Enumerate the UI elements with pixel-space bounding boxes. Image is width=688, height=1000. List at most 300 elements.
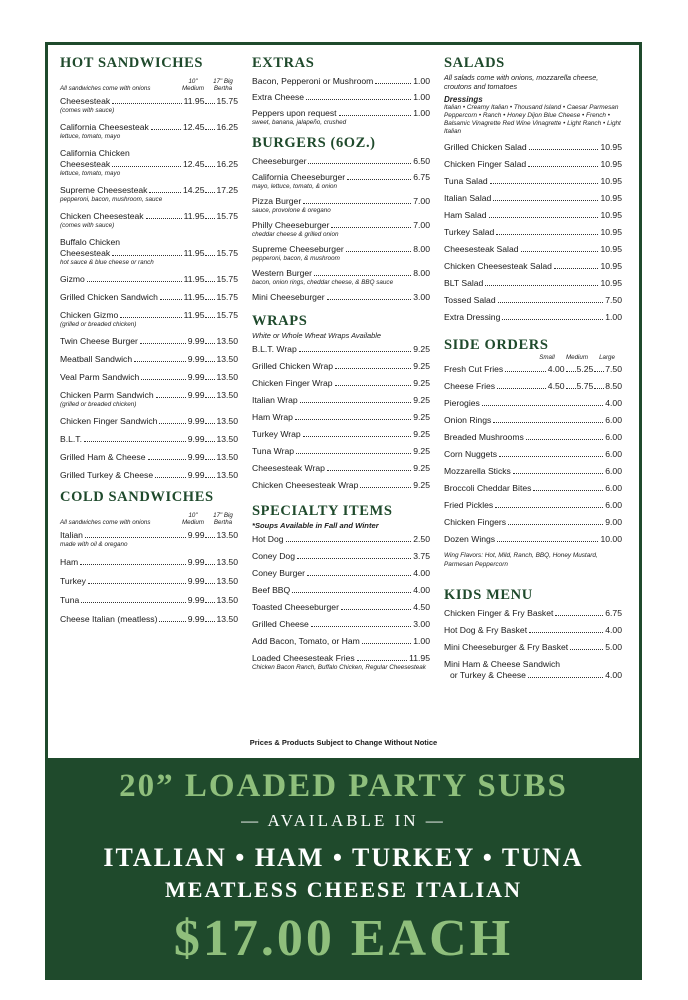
price-medium: 11.95 [183,292,205,302]
wing-flavors: Wing Flavors: Hot, Mild, Ranch, BBQ, Honey Mustard, Parmesan Peppercorn [444,552,598,568]
dot-leader [375,83,411,84]
item-line [252,568,430,579]
item-name: Cheesesteak [60,248,111,258]
price-big: 15.75 [216,292,238,302]
item-name: Mini Cheeseburger [252,292,325,302]
menu-item [60,372,238,383]
dot-leader [521,251,599,252]
item-name: Chicken Cheesesteak Salad [444,261,552,271]
hot-sandwiches-title: HOT SANDWICHES [60,55,204,71]
item-price: 4.00 [605,398,622,408]
price-big: 17.25 [216,185,238,195]
item-name: Chicken Finger Salad [444,159,527,169]
item-name-line1: Buffalo Chicken [60,237,121,247]
price-medium: 9.99 [187,576,205,586]
item-price: 9.00 [605,517,622,527]
size-big-label: 17" Big Bertha [213,512,233,526]
price-medium: 11.95 [183,310,205,320]
dressings-list: Italian • Creamy Italian • Thousand Island • Caesar Parmesan Peppercorn • Ranch • Honey Dijon Blue Cheese • French • Balsamic Vinagrette Red Wine Vinagrette • Light Ranch • Light Italian [444,104,621,135]
dot-leader [566,371,576,372]
item-line [444,398,622,409]
item-name: Peppers upon request [252,108,337,118]
item-name: Cheesesteak [60,159,111,169]
item-line [252,378,430,389]
dot-leader [148,459,186,460]
menu-item [252,602,430,613]
price-medium: 9.99 [187,452,205,462]
menu-item [60,185,238,204]
item-name: Supreme Cheesesteak [60,185,148,195]
item-line [60,292,238,303]
item-price: 3.00 [413,292,430,302]
item-price: 6.50 [413,156,430,166]
dot-leader [493,200,598,201]
item-price: 4.00 [605,625,622,635]
item-description: pepperoni, bacon, & mushroom [252,255,340,262]
item-name: Chicken Cheesesteak [60,211,144,221]
wraps-title: WRAPS [252,313,308,329]
item-name-line1: California Chicken [60,148,130,158]
menu-item [252,551,430,562]
item-line [60,434,238,445]
item-name: Fried Pickles [444,500,494,510]
item-name: Dozen Wings [444,534,496,544]
item-line [60,470,238,481]
item-line [444,261,622,272]
item-price: 6.75 [413,172,430,182]
item-name: Turkey Salad [444,227,495,237]
item-price: 9.25 [413,344,430,354]
item-name: Chicken Finger Wrap [252,378,333,388]
item-line [60,354,238,365]
hot-sandwiches-note: All sandwiches come with onions [60,85,151,92]
dot-leader [335,368,411,369]
menu-item [252,172,430,191]
dressings-title: Dressings [444,95,483,104]
size-medium-label: 10" Medium [181,512,204,526]
item-name: Chicken Finger Sandwich [60,416,158,426]
item-price: 10.00 [600,534,622,544]
item-name: Meatball Sandwich [60,354,133,364]
column-left [60,55,238,633]
item-price: 7.50 [605,295,622,305]
hot-sandwiches-list [60,96,238,481]
menu-item [444,483,622,494]
price-medium: 9.99 [187,470,205,480]
dot-leader [303,436,412,437]
menu-item [444,142,622,153]
burgers-list [252,156,430,303]
specialty-note: *Soups Available in Fall and Winter [252,521,379,530]
item-line [252,602,430,613]
dot-leader [146,218,182,219]
item-name: Veal Parm Sandwich [60,372,140,382]
item-name: Onion Rings [444,415,492,425]
item-name: Toasted Cheeseburger [252,602,339,612]
dot-leader [295,419,411,420]
dot-leader [205,129,215,130]
item-line [60,336,238,347]
item-line [252,76,430,87]
menu-item [444,193,622,204]
item-line [444,193,622,204]
item-description: pepperoni, bacon, mushroom, sauce [60,196,163,203]
menu-item [444,500,622,511]
item-name: Turkey [60,576,86,586]
item-description: (comes with sauce) [60,107,115,114]
item-line [444,364,622,375]
price-big: 13.50 [216,416,238,426]
item-price: 9.25 [413,429,430,439]
item-description: (grilled or breaded chicken) [60,321,137,328]
item-line [444,432,622,443]
dot-leader [81,602,185,603]
dot-leader [205,255,215,256]
menu-item [444,534,622,545]
dot-leader [205,477,215,478]
price-big: 13.50 [216,557,238,567]
item-price: 9.25 [413,361,430,371]
dot-leader [205,564,215,565]
dot-leader [87,281,182,282]
menu-item [252,446,430,457]
menu-item [252,534,430,545]
kids-menu-list [444,608,622,681]
menu-item [444,449,622,460]
dot-leader [533,490,603,491]
item-name: B.L.T. [60,434,82,444]
banner-varieties: ITALIAN • HAM • TURKEY • TUNA [103,843,584,872]
menu-item [60,470,238,481]
item-description: cheddar cheese & grilled onion [252,231,339,238]
item-line [60,530,238,541]
item-name: Hot Dog & Fry Basket [444,625,528,635]
item-name: Ham Wrap [252,412,293,422]
dot-leader [205,343,215,344]
item-description: lettuce, tomato, mayo [60,133,121,140]
dot-leader [292,592,411,593]
item-line [444,415,622,426]
menu-item [252,585,430,596]
menu-item [444,227,622,238]
column-middle [252,55,430,678]
dot-leader [505,371,546,372]
item-line [252,480,430,491]
menu-item [444,398,622,409]
size-large-label: Large [599,354,615,361]
item-line [444,534,622,545]
dot-leader [346,251,412,252]
item-price: 1.00 [413,92,430,102]
dot-leader [339,115,412,116]
item-price: 7.00 [413,196,430,206]
item-price: 6.00 [605,432,622,442]
item-name: Grilled Cheese [252,619,309,629]
price-big: 13.50 [216,530,238,540]
item-line [60,595,238,606]
side-orders-list [444,398,622,545]
price-medium: 11.95 [183,274,205,284]
item-line [252,344,430,355]
menu-item [444,295,622,306]
dot-leader [80,564,186,565]
item-line [444,210,622,221]
wraps-note: White or Whole Wheat Wraps Available [252,331,381,340]
side-orders-title: SIDE ORDERS [444,337,549,353]
dot-leader [497,388,546,389]
item-line [60,416,238,427]
item-line [252,463,430,474]
item-description: made with oil & oregano [60,541,128,548]
menu-item [60,354,238,365]
dot-leader [205,103,215,104]
item-line [444,227,622,238]
item-price: 2.50 [413,534,430,544]
menu-item [252,463,430,474]
dot-leader [205,218,215,219]
item-description: lettuce, tomato, mayo [60,170,121,177]
item-line [252,108,430,119]
item-line [444,642,622,653]
dot-leader [347,179,411,180]
item-price: 10.95 [600,193,622,203]
price-medium: 14.25 [182,185,205,195]
dot-leader [84,441,186,442]
menu-item [252,196,430,215]
price-big: 15.75 [216,274,238,284]
dot-leader [360,487,411,488]
item-name: Loaded Cheesesteak Fries [252,653,355,663]
menu-item [252,244,430,263]
column-right [444,55,622,687]
dot-leader [156,397,186,398]
dot-leader [159,423,185,424]
menu-item [252,636,430,647]
item-name: Gizmo [60,274,85,284]
item-line [252,412,430,423]
item-price: 10.95 [600,142,622,152]
item-name: Cheesesteak Salad [444,244,519,254]
dot-leader [85,537,186,538]
item-description: sweet, banana, jalapeño, crushed [252,119,347,126]
menu-item [252,378,430,389]
item-description: Chicken Bacon Ranch, Buffalo Chicken, Regular Cheesesteak [252,664,426,671]
item-price: 11.95 [409,653,430,663]
dot-leader [499,456,603,457]
price-big: 13.50 [216,434,238,444]
dot-leader [566,388,576,389]
salads-note: All salads come with onions, mozzarella cheese, croutons and tomatoes [444,73,599,91]
item-name: Grilled Chicken Sandwich [60,292,158,302]
item-line [444,608,622,619]
price-big: 16.25 [216,122,238,132]
menu-item [252,220,430,239]
menu-item [252,76,430,87]
item-name: Coney Burger [252,568,306,578]
dot-leader [529,149,599,150]
menu-item [252,292,430,303]
item-price: 9.25 [413,412,430,422]
dot-leader [205,397,215,398]
dot-leader [357,660,407,661]
dot-leader [120,317,181,318]
price-medium: 9.99 [187,336,205,346]
price-medium: 12.45 [182,122,205,132]
price-big: 13.50 [216,336,238,346]
menu-item [60,274,238,285]
item-line [444,295,622,306]
item-price: 10.95 [600,278,622,288]
item-name: Cheese Fries [444,381,496,391]
item-name: Chicken Finger & Fry Basket [444,608,554,618]
menu-item [252,395,430,406]
item-line [60,576,238,587]
item-line [60,185,238,196]
menu-item [252,480,430,491]
menu-item [60,614,238,625]
dot-leader [141,379,185,380]
banner-headline: 20” LOADED PARTY SUBS [119,768,568,804]
item-name: Grilled Chicken Wrap [252,361,334,371]
price-medium: 5.25 [576,364,594,374]
item-name: Tossed Salad [444,295,496,305]
salads-list [444,142,622,323]
dot-leader [307,575,411,576]
item-price: 10.95 [600,244,622,254]
item-price: 10.95 [600,210,622,220]
item-price: 8.00 [413,268,430,278]
item-name: Chicken Cheesesteak Wrap [252,480,359,490]
item-line [252,619,430,630]
dot-leader [205,192,215,193]
item-line [252,156,430,167]
item-name: Ham Salad [444,210,487,220]
size-big-label: 17" Big Bertha [213,78,233,92]
item-price: 7.00 [413,220,430,230]
item-name: Extra Dressing [444,312,501,322]
menu-item [60,292,238,303]
item-name: Add Bacon, Tomato, or Ham [252,636,360,646]
menu-item [252,619,430,630]
item-name: Extra Cheese [252,92,305,102]
menu-item [444,381,622,392]
dot-leader [140,343,186,344]
item-name: Mini Cheeseburger & Fry Basket [444,642,569,652]
item-price: 10.95 [600,176,622,186]
item-description: hot sauce & blue cheese or ranch [60,259,154,266]
item-line [444,466,622,477]
dot-leader [205,423,215,424]
banner-meatless: MEATLESS CHEESE ITALIAN [165,877,522,902]
dot-leader [314,275,411,276]
extras-title: EXTRAS [252,55,315,71]
item-price: 6.00 [605,415,622,425]
dot-leader [555,615,603,616]
specialty-title: SPECIALTY ITEMS [252,503,393,519]
dot-leader [490,183,599,184]
price-medium: 9.99 [187,434,205,444]
banner-available: — AVAILABLE IN — [241,811,446,830]
party-subs-banner [45,758,642,980]
hot-sandwiches-subhead [60,78,238,92]
item-name: Cheese Italian (meatless) [60,614,158,624]
menu-item [252,568,430,579]
price-big: 15.75 [216,96,238,106]
item-line [252,429,430,440]
item-line [444,483,622,494]
item-price: 10.95 [600,261,622,271]
menu-item [252,156,430,167]
dot-leader [205,441,215,442]
dot-leader [528,677,603,678]
menu-item [444,244,622,255]
item-price: 9.25 [413,446,430,456]
menu-item [60,148,238,178]
price-big: 15.75 [216,211,238,221]
dot-leader [306,99,411,100]
item-name: Corn Nuggets [444,449,498,459]
item-line [252,268,430,279]
price-small: 4.00 [547,364,565,374]
dot-leader [205,537,215,538]
specialty-list [252,534,430,672]
item-line [60,96,238,107]
item-line [252,92,430,103]
menu-item [60,336,238,347]
item-price: 6.75 [605,608,622,618]
salads-title: SALADS [444,55,505,71]
item-line [252,551,430,562]
menu-item [444,642,622,653]
item-description: (comes with sauce) [60,222,115,229]
dot-leader [526,439,603,440]
dot-leader [112,255,181,256]
dot-leader [529,632,603,633]
menu-item [60,452,238,463]
item-description: (grilled or breaded chicken) [60,401,137,408]
item-name: B.L.T. Wrap [252,344,297,354]
menu-item [252,412,430,423]
menu-item [60,530,238,549]
dot-leader [489,217,599,218]
dot-leader [205,166,215,167]
dot-leader [341,609,411,610]
dot-leader [498,302,604,303]
price-medium: 11.95 [183,211,205,221]
cold-sandwiches-subhead [60,512,238,526]
item-name: Cheesesteak Wrap [252,463,325,473]
item-price: 1.00 [413,76,430,86]
item-price: 10.95 [600,227,622,237]
item-name: Tuna Wrap [252,446,295,456]
item-name: Fresh Cut Fries [444,364,504,374]
item-line [252,585,430,596]
dot-leader [160,299,182,300]
dot-leader [570,649,603,650]
dot-leader [88,583,186,584]
menu-item [60,96,238,115]
dot-leader [205,621,215,622]
item-name: Italian Salad [444,193,492,203]
dot-leader [513,473,603,474]
item-name: Cheesesteak [60,96,111,106]
item-name: Mozzarella Sticks [444,466,511,476]
menu-item [444,176,622,187]
item-price: 5.00 [605,642,622,652]
dot-leader [335,385,412,386]
cold-sandwiches-note: All sandwiches come with onions [60,519,151,526]
item-price: 6.00 [605,483,622,493]
